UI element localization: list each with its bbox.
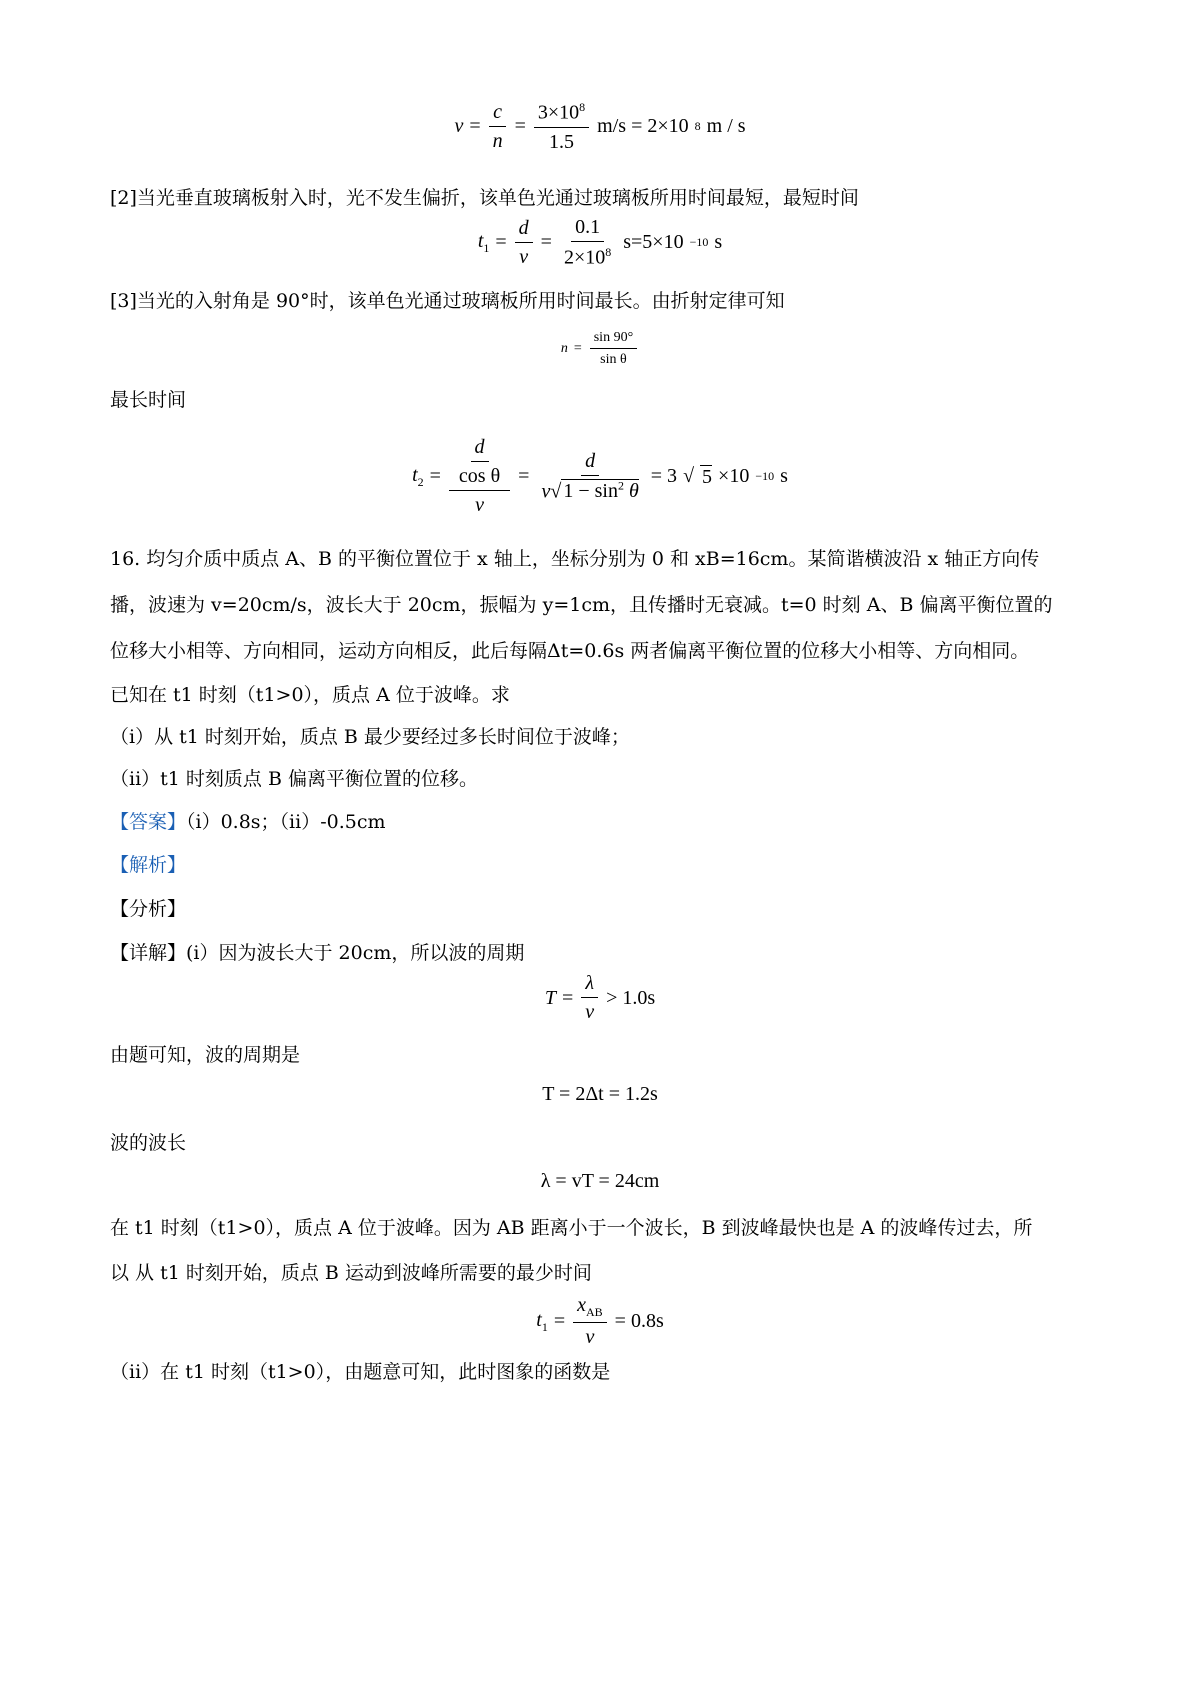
eq4-tail-sup: −10 bbox=[755, 469, 775, 483]
eq5-lhs: T bbox=[544, 986, 556, 1009]
eq4-f2-num: d bbox=[581, 450, 599, 476]
eq8-num: x bbox=[577, 1294, 586, 1316]
eq4-f2-den-post: θ bbox=[623, 480, 639, 503]
equation-min-time: $t_1$ = $\frac{x_{AB}}{v}$ = 0.8s bbox=[536, 1294, 664, 1348]
eq4-compound-fraction bbox=[449, 436, 510, 517]
eq4-f2-den-rad: 1 − sin bbox=[563, 480, 618, 503]
paragraph-longest-time: 最长时间 bbox=[110, 389, 187, 411]
eq8-tail: = 0.8s bbox=[614, 1310, 664, 1332]
eq1-f2-den: 1.5 bbox=[549, 130, 575, 153]
eq8-fraction bbox=[573, 1294, 607, 1349]
eq4-tail: = 3 bbox=[650, 465, 678, 487]
eq1-f2-num-sup: 8 bbox=[579, 100, 586, 114]
eq2-lhs: t bbox=[477, 229, 484, 252]
equation-speed: v = $\frac{c}{n}$ = $\frac{3\times 10^8}{1.5}$ m/s = 2×10 8 m / s bbox=[454, 100, 746, 153]
question-16-part-i: （i）从 t1 时刻开始，质点 B 最少要经过多长时间位于波峰； bbox=[110, 726, 630, 748]
eq4-lhs: t bbox=[412, 463, 418, 486]
paragraph-longest-time-intro: [3]当光的入射角是 90°时，该单色光通过玻璃板所用时间最长。由折射定律可知 bbox=[110, 290, 785, 312]
eq1-f1-den: n bbox=[492, 129, 503, 152]
question-16-line-2: 播，波速为 v=20cm/s，波长大于 20cm，振幅为 y=1cm，且传播时无衰减。t=0 时刻 A、B 偏离平衡位置的 bbox=[110, 594, 1053, 616]
answer-line bbox=[110, 807, 386, 834]
paragraph-period: 由题可知，波的周期是 bbox=[110, 1044, 301, 1066]
eq1-tail: m/s = 2×10 bbox=[597, 115, 689, 138]
paragraph-shortest-time: [2]当光垂直玻璃板射入时，光不发生偏折，该单色光通过玻璃板所用时间最短，最短时间 bbox=[110, 187, 859, 209]
eq2-tail2: s bbox=[714, 231, 723, 254]
eq1-fraction-value bbox=[534, 100, 589, 154]
eq4-f2-den-sup: 2 bbox=[617, 478, 624, 493]
equation-shortest-time: $t_1$ = $\frac{d}{v}$ = $\frac{0.1}{2\times 10^8}$ s=5×10 −10 s bbox=[477, 216, 723, 269]
eq2-tail-sup: −10 bbox=[689, 235, 709, 250]
paragraph-t1-line-1: 在 t1 时刻（t1>0），质点 A 位于波峰。因为 AB 距离小于一个波长，B 到波峰最快也是 A 的波峰传过去，所 bbox=[110, 1217, 1033, 1239]
equation-period: T = 2Δt = 1.2s bbox=[542, 1083, 658, 1105]
analysis-tag: 【解析】 bbox=[110, 854, 187, 876]
paragraph-part-ii: （ii）在 t1 时刻（t1>0），由题意可知，此时图象的函数是 bbox=[110, 1361, 611, 1383]
analysis-subtag: 【分析】 bbox=[110, 898, 187, 920]
eq2-fraction-value bbox=[560, 216, 615, 270]
eq5-num: λ bbox=[581, 972, 598, 998]
eq8-den: v bbox=[585, 1326, 595, 1348]
eq1-tail-sup: 8 bbox=[694, 119, 701, 134]
paragraph-wavelength: 波的波长 bbox=[110, 1132, 187, 1154]
eq4-tail3: s bbox=[780, 465, 788, 487]
question-16-part-ii: （ii）t1 时刻质点 B 偏离平衡位置的位移。 bbox=[110, 768, 478, 790]
eq3-lhs: n bbox=[560, 341, 568, 356]
equation-longest-time: $t_2$ = $\frac{\frac{d}{\text{cos θ}}}{v}$ = $\frac{d}{v√ 1 - \sin^2 \theta}$ = 3 √ 5 ×10 −10 s bbox=[412, 436, 788, 516]
detail-line: 【详解】(i）因为波长大于 20cm，所以波的周期 bbox=[110, 942, 525, 964]
eq4-f2-den-pre: v bbox=[541, 480, 551, 503]
eq2-f1-num: d bbox=[515, 217, 533, 243]
eq8-num-sub: AB bbox=[586, 1305, 603, 1319]
question-16-line-4: 已知在 t1 时刻（t1>0），质点 A 位于波峰。求 bbox=[110, 684, 510, 706]
answer-tag: 【答案】 bbox=[110, 811, 187, 833]
eq2-f2-den-sup: 8 bbox=[605, 245, 612, 259]
eq2-fraction-d-v bbox=[515, 217, 533, 269]
eq5-tail: > 1.0s bbox=[606, 986, 656, 1009]
eq3-num: sin 90° bbox=[590, 330, 637, 349]
equation-period-bound: T = $\frac{\lambda}{v}$ > 1.0s bbox=[544, 972, 656, 1023]
equation-wavelength: λ = vT = 24cm bbox=[540, 1170, 660, 1192]
eq4-inner-den: cos θ bbox=[458, 465, 501, 487]
eq4-tail2: ×10 bbox=[718, 465, 750, 487]
eq4-inner-num: d bbox=[471, 436, 489, 462]
eq4-lhs-sub: 2 bbox=[417, 474, 424, 489]
eq4-f1-den: v bbox=[475, 494, 484, 516]
eq5-fraction bbox=[581, 972, 598, 1024]
eq3-den: sin θ bbox=[600, 352, 627, 367]
eq1-f2-num: 3×10 bbox=[537, 101, 580, 124]
equation-refraction: n = $\frac{\sin 90^\circ}{\text{sin θ}}$ bbox=[0, 330, 1200, 368]
eq8-lhs-sub: 1 bbox=[541, 1319, 548, 1334]
eq8-lhs: t bbox=[536, 1308, 542, 1331]
question-16-line-3: 位移大小相等、方向相同，运动方向相反，此后每隔Δt=0.6s 两者偏离平衡位置的位移大小相等、方向相同。 bbox=[110, 640, 1030, 662]
answer-text: （i）0.8s；（ii）-0.5cm bbox=[186, 811, 386, 833]
eq1-lhs: v bbox=[454, 115, 464, 138]
eq1-f1-num: c bbox=[489, 101, 506, 127]
eq2-f2-num: 0.1 bbox=[571, 216, 604, 242]
paragraph-t1-line-2: 以 从 t1 时刻开始，质点 B 运动到波峰所需要的最少时间 bbox=[110, 1262, 592, 1284]
eq4-fraction-sqrt: $\frac{d}{v√ 1 - \sin^2 \theta}$ bbox=[541, 449, 639, 503]
eq2-lhs-sub: 1 bbox=[483, 240, 490, 255]
eq1-fraction-c-n bbox=[489, 101, 507, 153]
eq3-fraction bbox=[590, 330, 637, 368]
question-16-line-1: 16. 均匀介质中质点 A、B 的平衡位置位于 x 轴上，坐标分别为 0 和 xB=16cm。某简谐横波沿 x 轴正方向传 bbox=[110, 548, 1040, 570]
eq5-den: v bbox=[585, 1001, 595, 1023]
eq2-f1-den: v bbox=[519, 245, 529, 268]
eq2-f2-den: 2×10 bbox=[563, 246, 606, 269]
eq1-tail2: m / s bbox=[706, 115, 746, 138]
eq4-tail-rad: 5 bbox=[702, 465, 713, 488]
eq2-tail: s=5×10 bbox=[623, 231, 684, 254]
